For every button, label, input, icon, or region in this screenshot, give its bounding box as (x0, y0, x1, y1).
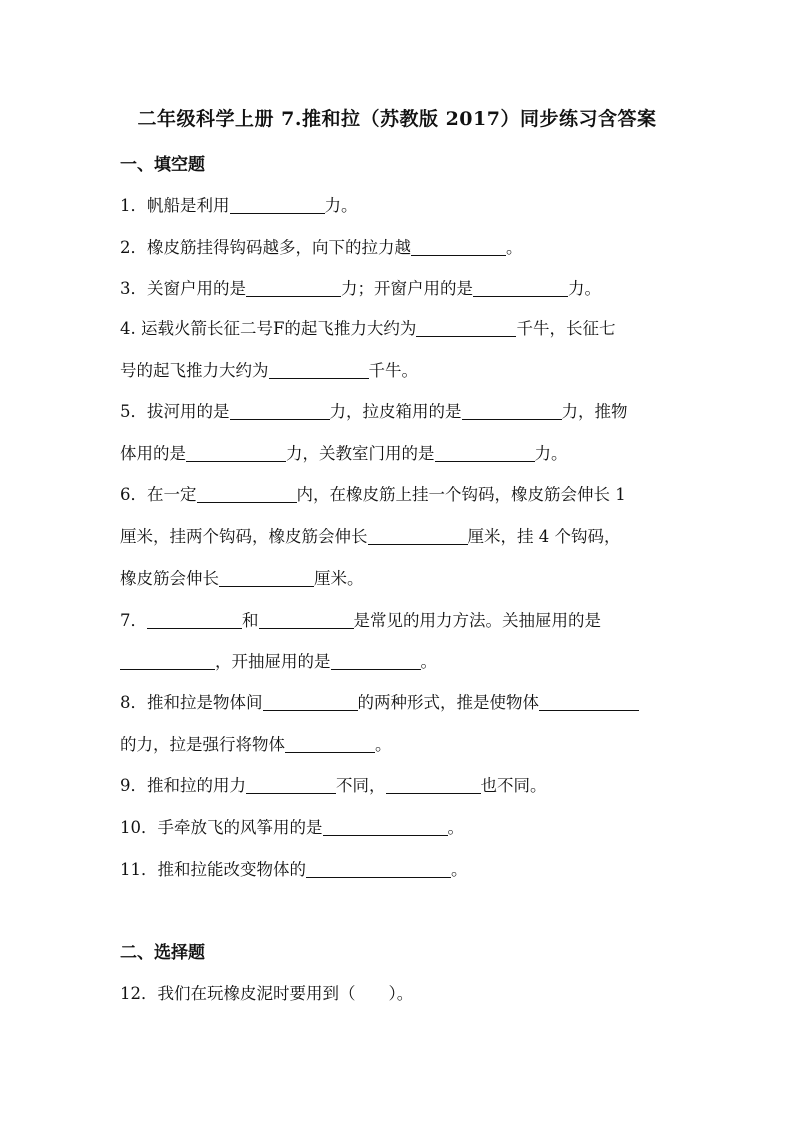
answer-blank[interactable] (147, 612, 242, 630)
question-text: 6．在一定 (120, 485, 197, 504)
question-line (120, 856, 468, 880)
question-text: 力，拉皮箱用的是 (329, 402, 462, 421)
question-text: 体用的是 (120, 444, 186, 463)
answer-blank[interactable] (186, 445, 286, 463)
answer-blank[interactable] (246, 280, 341, 298)
question-text: 也不同。 (480, 776, 547, 795)
answer-blank[interactable] (230, 197, 325, 215)
question-line (120, 440, 568, 464)
question-text: 力。 (324, 196, 358, 215)
question-line (120, 814, 464, 838)
question-line (120, 772, 547, 796)
question-text: 千牛。 (368, 361, 418, 380)
answer-blank[interactable] (269, 362, 369, 380)
answer-blank[interactable] (368, 528, 468, 546)
answer-blank[interactable] (462, 403, 562, 421)
answer-blank[interactable] (120, 653, 215, 671)
question-text: 的力，拉是强行将物体 (120, 735, 285, 754)
question-line (120, 357, 418, 381)
question-text: 的两种形式，推是使物体 (357, 693, 539, 712)
question-line (120, 565, 364, 589)
question-text: 号的起飞推力大约为 (120, 361, 269, 380)
question-text: 。 (451, 860, 468, 879)
question-text: 4. 运载火箭长征二号F的起飞推力大约为 (120, 319, 417, 338)
question-text: 力。 (534, 444, 568, 463)
question-text: 橡皮筋会伸长 (120, 569, 219, 588)
question-line (120, 731, 392, 755)
question-text: 力。 (568, 279, 601, 298)
question-text: 1．帆船是利用 (120, 196, 230, 215)
question-text: 内，在橡皮筋上挂一个钩码，橡皮筋会伸长 1 (296, 485, 626, 504)
question-text: 10．手牵放飞的风筝用的是 (120, 818, 323, 837)
question-text: 8．推和拉是物体间 (120, 693, 263, 712)
question-text: 力；开窗户用的是 (341, 279, 473, 298)
question-text: ，开抽屉用的是 (215, 652, 331, 671)
answer-blank[interactable] (411, 239, 506, 257)
section-heading-multiple-choice: 二、选择题 (120, 943, 205, 963)
answer-blank[interactable] (197, 486, 297, 504)
answer-blank[interactable] (263, 694, 358, 712)
question-line (120, 481, 626, 505)
question-text: 力，推物 (561, 402, 628, 421)
question-text: 和 (242, 611, 259, 630)
question-line (120, 275, 601, 299)
question-line (120, 648, 437, 672)
question-line (120, 234, 523, 258)
question-text: 厘米，挂两个钩码，橡皮筋会伸长 (120, 527, 368, 546)
question-text: 。 (506, 238, 523, 257)
question-line (120, 398, 628, 422)
question-text: 9．推和拉的用力 (120, 776, 246, 795)
question-text: 12．我们在玩橡皮泥时要用到（ ）。 (120, 984, 414, 1003)
question-line (120, 192, 358, 216)
section-heading-fill-in: 一、填空题 (120, 155, 205, 175)
answer-blank[interactable] (306, 861, 451, 879)
answer-blank[interactable] (435, 445, 535, 463)
question-text: 5．拔河用的是 (120, 402, 230, 421)
answer-blank[interactable] (246, 777, 336, 795)
question-line (120, 607, 601, 631)
question-line (120, 689, 639, 713)
answer-blank[interactable] (285, 736, 375, 754)
question-text: 千牛，长征七 (516, 319, 616, 338)
question-line (120, 523, 621, 547)
answer-blank[interactable] (219, 570, 314, 588)
answer-blank[interactable] (331, 653, 421, 671)
document-title: 二年级科学上册 7.推和拉（苏教版 2017）同步练习含答案 (137, 108, 657, 130)
answer-blank[interactable] (539, 694, 639, 712)
question-text: 。 (420, 652, 437, 671)
question-text: 。 (375, 735, 392, 754)
question-text: 是常见的用力方法。关抽屉用的是 (353, 611, 601, 630)
question-text: 不同， (336, 776, 386, 795)
answer-blank[interactable] (386, 777, 481, 795)
answer-blank[interactable] (416, 320, 516, 338)
question-text: 力，关教室门用的是 (286, 444, 435, 463)
question-text: 厘米。 (314, 569, 364, 588)
question-text: 。 (447, 818, 464, 837)
answer-blank[interactable] (230, 403, 330, 421)
question-text: 3．关窗户用的是 (120, 279, 246, 298)
answer-blank[interactable] (323, 819, 448, 837)
question-line (120, 980, 413, 1004)
question-text: 厘米，挂 4 个钩码， (467, 527, 621, 546)
answer-blank[interactable] (259, 612, 354, 630)
question-text: 7． (120, 611, 147, 630)
question-text: 2．橡皮筋挂得钩码越多，向下的拉力越 (120, 238, 411, 257)
answer-blank[interactable] (473, 280, 568, 298)
question-text: 11．推和拉能改变物体的 (120, 860, 306, 879)
question-line (120, 315, 615, 339)
